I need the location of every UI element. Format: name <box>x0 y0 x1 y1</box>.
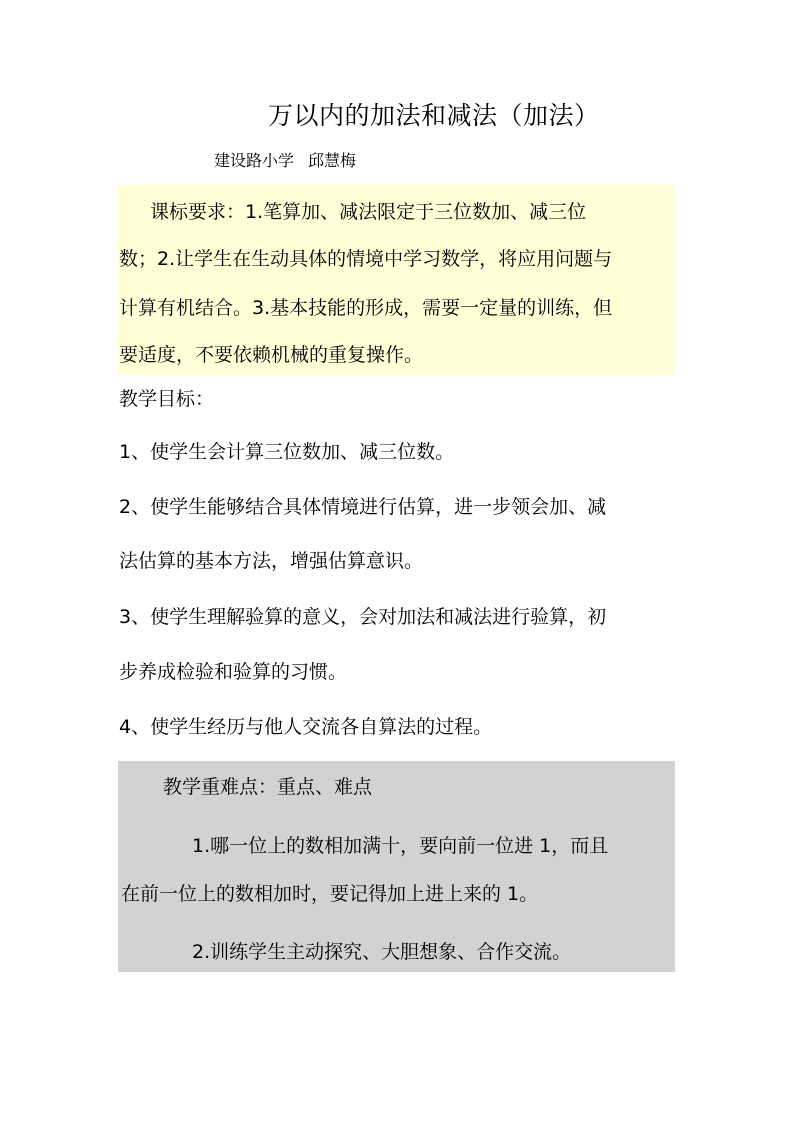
objectives-heading: 教学目标： <box>119 388 215 410</box>
curriculum-line: 要适度，不要依赖机械的重复操作。 <box>119 344 424 366</box>
document-title: 万以内的加法和减法（加法） <box>268 101 600 130</box>
objective-line: 法估算的基本方法，增强估算意识。 <box>119 550 424 572</box>
key-point-line: 在前一位上的数相加时，要记得加上进上来的 1。 <box>121 883 539 905</box>
objective-line: 4、使学生经历与他人交流各自算法的过程。 <box>119 716 493 738</box>
objective-line: 2、使学生能够结合具体情境进行估算，进一步领会加、减 <box>119 496 607 518</box>
objective-line: 3、使学生理解验算的意义，会对加法和减法进行验算，初 <box>119 606 607 628</box>
author-line <box>214 148 356 171</box>
curriculum-line: 课标要求：1.笔算加、减法限定于三位数加、减三位 <box>150 201 587 223</box>
key-points-heading: 教学重难点：重点、难点 <box>163 776 373 798</box>
objective-line: 1、使学生会计算三位数加、减三位数。 <box>119 441 455 463</box>
author-name: 邱慧梅 <box>308 151 357 170</box>
curriculum-line: 计算有机结合。3.基本技能的形成，需要一定量的训练，但 <box>119 297 613 319</box>
key-point-line: 2.训练学生主动探究、大胆想象、合作交流。 <box>192 941 572 963</box>
key-point-line: 1.哪一位上的数相加满十，要向前一位进 1，而且 <box>192 835 609 857</box>
school-name: 建设路小学 <box>214 151 295 170</box>
objective-line: 步养成检验和验算的习惯。 <box>119 661 348 683</box>
curriculum-line: 数；2.让学生在生动具体的情境中学习数学，将应用问题与 <box>119 248 613 270</box>
